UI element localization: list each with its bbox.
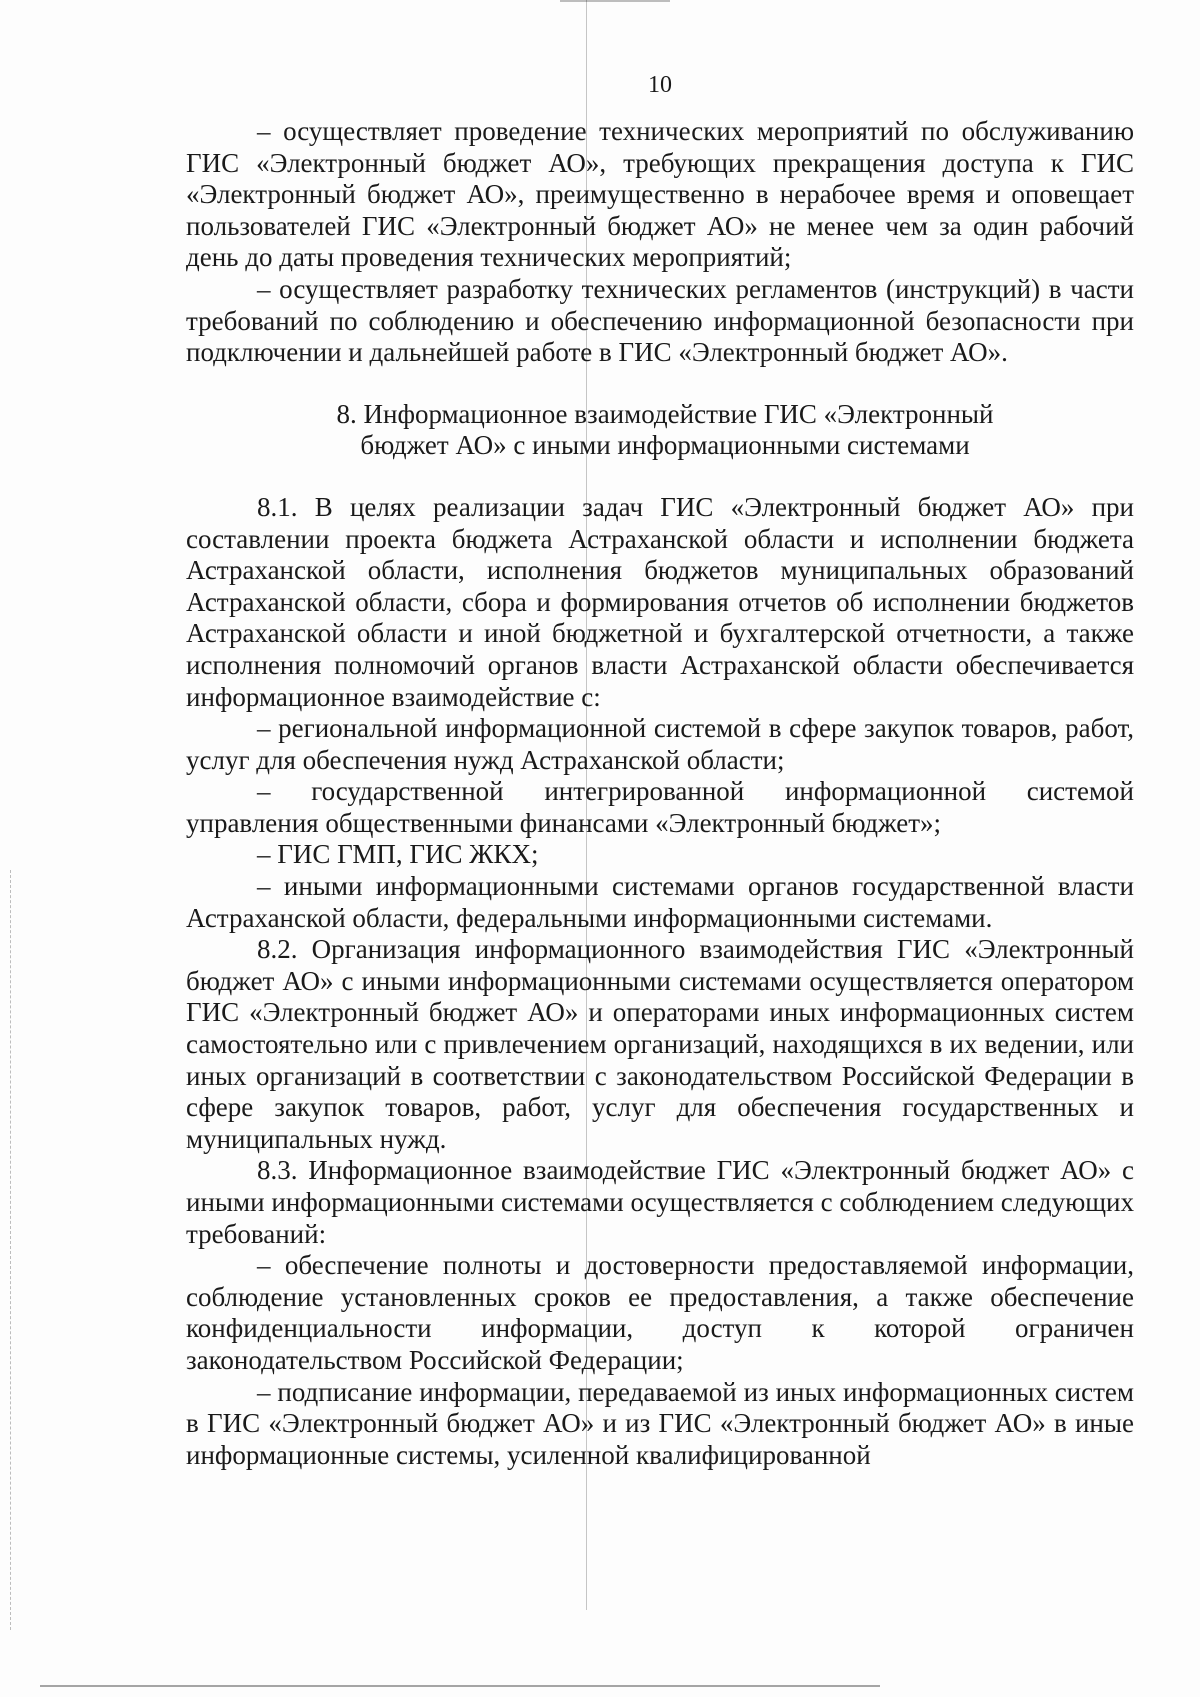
- scan-bottom-line: [40, 1685, 880, 1687]
- scan-top-mark: [560, 0, 670, 2]
- paragraph: – региональной информационной системой в сфере закупок товаров, работ, услуг для обеспечения нужд Астраханской области;: [186, 713, 1134, 775]
- paragraph: 8.1. В целях реализации задач ГИС «Электронный бюджет АО» при составлении проекта бюджета Астраханской области и исполнении бюджета Астраханской области, исполнения бюджетов муниципальных образований Астраханской области, сбора и формирования отчетов об исполнении бюджетов Астраханской области и иной бюджетной и бухгалтерской отчетности, а также исполнения полномочий органов власти Астраханской области обеспечивается информационное взаимодействие с:: [186, 491, 1134, 712]
- paragraph: – государственной интегрированной информационной системой управления общественными финансами «Электронный бюджет»;: [186, 776, 1134, 838]
- paragraph: – подписание информации, передаваемой из иных информационных систем в ГИС «Электронный бюджет АО» и из ГИС «Электронный бюджет АО» в иные информационные системы, усиленной квалифицированной: [186, 1376, 1134, 1470]
- document-body: [186, 116, 1134, 1471]
- page-number: 10: [648, 72, 672, 98]
- paragraph: 8.3. Информационное взаимодействие ГИС «Электронный бюджет АО» с иными информационными системами осуществляется с соблюдением следующих требований:: [186, 1155, 1134, 1249]
- paragraph: – обеспечение полноты и достоверности предоставляемой информации, соблюдение установленных сроков ее предоставления, а также обеспечение конфиденциальности информации, доступ к которой ограничен законодательством Российской Федерации;: [186, 1250, 1134, 1375]
- paragraph: – осуществляет проведение технических мероприятий по обслуживанию ГИС «Электронный бюджет АО», требующих прекращения доступа к ГИС «Электронный бюджет АО», преимущественно в нерабочее время и оповещает пользователей ГИС «Электронный бюджет АО» не менее чем за один рабочий день до даты проведения технических мероприятий;: [186, 116, 1134, 273]
- paragraph: – осуществляет разработку технических регламентов (инструкций) в части требований по соблюдению и обеспечению информационной безопасности при подключении и дальнейшей работе в ГИС «Электронный бюджет АО».: [186, 273, 1134, 368]
- section-heading: [186, 399, 1134, 462]
- section-heading-line: 8. Информационное взаимодействие ГИС «Электронный: [336, 398, 994, 429]
- scan-left-dashes: [10, 870, 12, 1630]
- section-heading-line: бюджет АО» с иными информационными системами: [360, 430, 970, 461]
- paragraph: 8.2. Организация информационного взаимодействия ГИС «Электронный бюджет АО» с иными информационными системами осуществляется оператором ГИС «Электронный бюджет АО» и операторами иных информационных систем самостоятельно или с привлечением организаций, находящихся в их ведении, или иных организаций в соответствии с законодательством Российской Федерации в сфере закупок товаров, работ, услуг для обеспечения государственных и муниципальных нужд.: [186, 934, 1134, 1154]
- paragraph: – иными информационными системами органов государственной власти Астраханской области, федеральными информационными системами.: [186, 871, 1134, 933]
- paragraph: – ГИС ГМП, ГИС ЖКХ;: [257, 839, 539, 870]
